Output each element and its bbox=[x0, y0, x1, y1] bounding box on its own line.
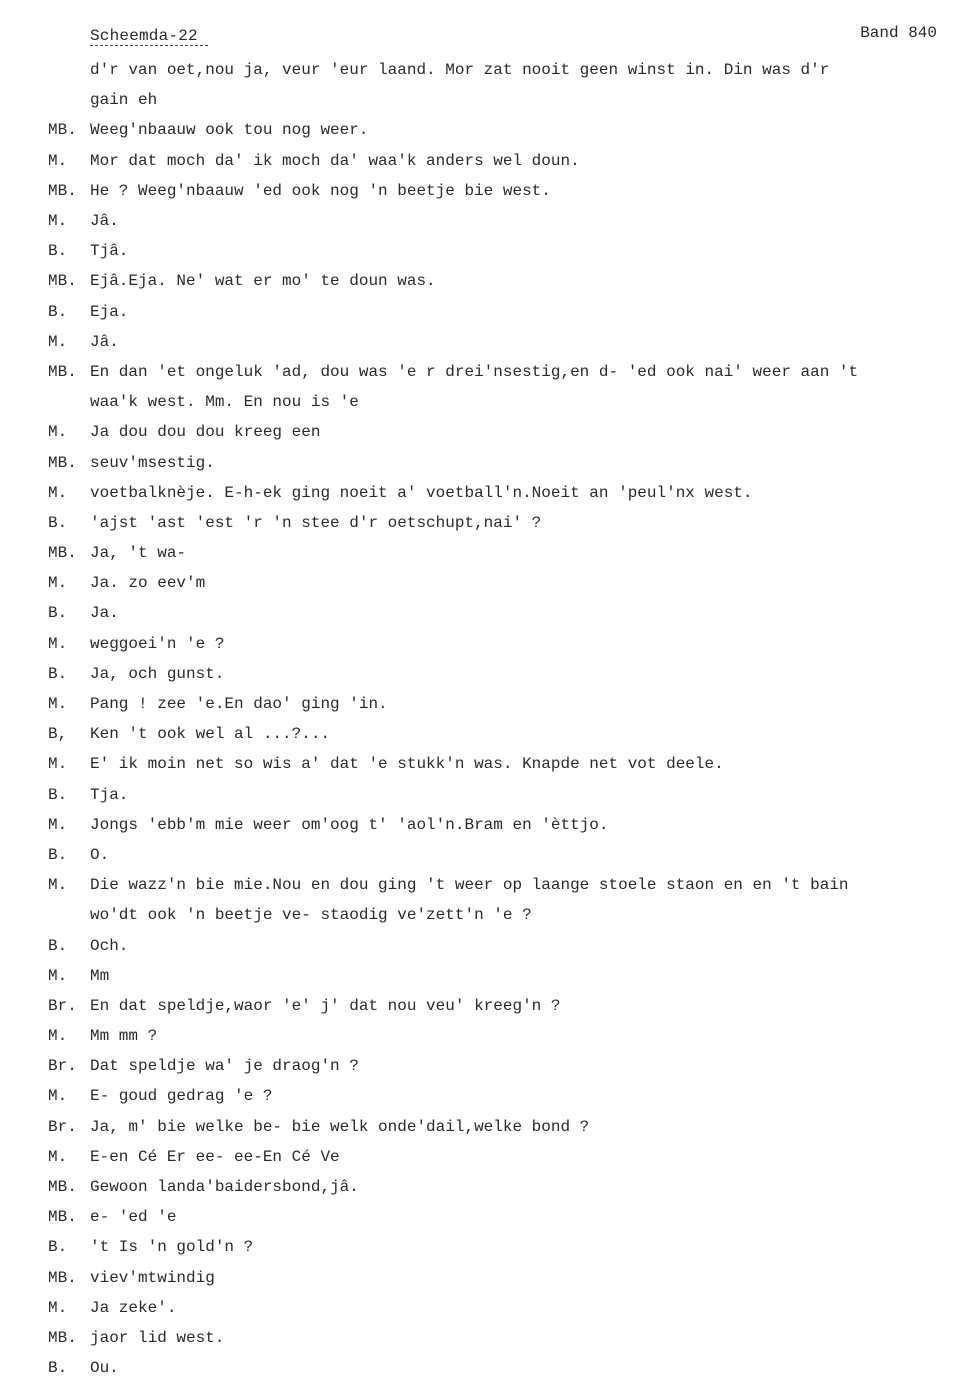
utterance-text: Dat speldje wa' je draog'n ? bbox=[90, 1057, 359, 1076]
speaker-label: M. bbox=[48, 1147, 68, 1166]
utterance-text: viev'mtwindig bbox=[90, 1268, 215, 1287]
speaker-label: MB. bbox=[48, 544, 77, 563]
transcript-line bbox=[48, 176, 948, 206]
utterance-text: Tjâ. bbox=[90, 242, 129, 261]
utterance-text: E-en Cé Er ee- ee-En Cé Ve bbox=[90, 1147, 340, 1166]
utterance-text: Ejâ.Eja. Ne' wat er mo' te doun was. bbox=[90, 272, 436, 291]
utterance-text: jaor lid west. bbox=[90, 1328, 225, 1347]
speaker-label: M. bbox=[48, 966, 68, 985]
transcript-line bbox=[48, 900, 948, 930]
speaker-label: M. bbox=[48, 332, 68, 351]
transcript-line bbox=[48, 327, 948, 357]
utterance-text: E- goud gedrag 'e ? bbox=[90, 1087, 273, 1106]
utterance-text: Ja dou dou dou kreeg een bbox=[90, 423, 321, 442]
transcript-line bbox=[48, 115, 948, 145]
utterance-text: Die wazz'n bie mie.Nou en dou ging 't weer op laange stoele staon en en 't bain bbox=[90, 876, 849, 895]
transcript-line bbox=[48, 719, 948, 749]
transcript-body bbox=[48, 55, 948, 1383]
speaker-label: B. bbox=[48, 1238, 68, 1257]
transcript-line bbox=[48, 930, 948, 960]
speaker-label: MB. bbox=[48, 362, 77, 381]
utterance-text: Weeg'nbaauw ook tou nog weer. bbox=[90, 121, 369, 140]
transcript-line bbox=[48, 1172, 948, 1202]
speaker-label: MB. bbox=[48, 453, 77, 472]
utterance-text: Ja. bbox=[90, 604, 119, 623]
transcript-line bbox=[48, 810, 948, 840]
speaker-label: M. bbox=[48, 876, 68, 895]
speaker-label: B. bbox=[48, 302, 68, 321]
utterance-text: seuv'msestig. bbox=[90, 453, 215, 472]
speaker-label: Br. bbox=[48, 996, 77, 1015]
utterance-text: Ja, m' bie welke be- bie welk onde'dail,welke bond ? bbox=[90, 1117, 590, 1136]
transcript-line bbox=[48, 1081, 948, 1111]
transcript-line bbox=[48, 417, 948, 447]
speaker-label: M. bbox=[48, 634, 68, 653]
speaker-label: MB. bbox=[48, 1328, 77, 1347]
transcript-line bbox=[48, 1232, 948, 1262]
speaker-label: MB. bbox=[48, 1178, 77, 1197]
utterance-text: Mm mm ? bbox=[90, 1027, 158, 1046]
speaker-label: M. bbox=[48, 212, 68, 231]
utterance-text: En dan 'et ongeluk 'ad, dou was 'e r drei'nsestig,en d- 'ed ook nai' weer aan 't bbox=[90, 362, 859, 381]
transcript-line bbox=[48, 749, 948, 779]
speaker-label: B. bbox=[48, 936, 68, 955]
location-label: Scheemda-22 bbox=[90, 27, 208, 46]
transcript-line bbox=[48, 1353, 948, 1383]
header-band: Band 840 bbox=[860, 24, 937, 42]
utterance-text: Mm bbox=[90, 966, 110, 985]
transcript-line bbox=[48, 1142, 948, 1172]
transcript-line bbox=[48, 1051, 948, 1081]
transcript-line bbox=[48, 297, 948, 327]
utterance-text: Eja. bbox=[90, 302, 129, 321]
speaker-label: M. bbox=[48, 1027, 68, 1046]
transcript-line bbox=[48, 55, 948, 85]
speaker-label: B. bbox=[48, 785, 68, 804]
utterance-text: Ja, 't wa- bbox=[90, 544, 187, 563]
speaker-label: Br. bbox=[48, 1057, 77, 1076]
utterance-text: Jongs 'ebb'm mie weer om'oog t' 'aol'n.Bram en 'èttjo. bbox=[90, 815, 609, 834]
utterance-text: Ou. bbox=[90, 1359, 119, 1378]
transcript-line bbox=[48, 1021, 948, 1051]
utterance-text: Jâ. bbox=[90, 212, 119, 231]
speaker-label: MB. bbox=[48, 181, 77, 200]
transcript-line bbox=[48, 266, 948, 296]
utterance-text: E' ik moin net so wis a' dat 'e stukk'n was. Knapde net vot deele. bbox=[90, 755, 724, 774]
utterance-text: Pang ! zee 'e.En dao' ging 'in. bbox=[90, 695, 388, 714]
speaker-label: B. bbox=[48, 1359, 68, 1378]
transcript-line bbox=[48, 478, 948, 508]
transcript-line bbox=[48, 568, 948, 598]
transcript-line bbox=[48, 1293, 948, 1323]
speaker-label: M. bbox=[48, 815, 68, 834]
transcript-line bbox=[48, 538, 948, 568]
utterance-text: Ja, och gunst. bbox=[90, 664, 225, 683]
transcript-line bbox=[48, 598, 948, 628]
utterance-text: weggoei'n 'e ? bbox=[90, 634, 225, 653]
utterance-text: Ja. zo eev'm bbox=[90, 574, 206, 593]
transcript-line bbox=[48, 961, 948, 991]
speaker-label: M. bbox=[48, 1087, 68, 1106]
utterance-text: Mor dat moch da' ik moch da' waa'k anders wel doun. bbox=[90, 151, 580, 170]
utterance-text: 't Is 'n gold'n ? bbox=[90, 1238, 254, 1257]
speaker-label: MB. bbox=[48, 1268, 77, 1287]
utterance-text: Och. bbox=[90, 936, 129, 955]
utterance-text: wo'dt ook 'n beetje ve- staodig ve'zett'n 'e ? bbox=[90, 906, 532, 925]
transcript-line bbox=[48, 447, 948, 477]
transcript-line bbox=[48, 508, 948, 538]
utterance-text: O. bbox=[90, 845, 110, 864]
speaker-label: M. bbox=[48, 483, 68, 502]
utterance-text: 'ajst 'ast 'est 'r 'n stee d'r oetschupt,nai' ? bbox=[90, 513, 542, 532]
transcript-line bbox=[48, 146, 948, 176]
transcript-line bbox=[48, 991, 948, 1021]
transcript-line bbox=[48, 1112, 948, 1142]
speaker-label: M. bbox=[48, 574, 68, 593]
transcript-line bbox=[48, 629, 948, 659]
speaker-label: B. bbox=[48, 242, 68, 261]
speaker-label: M. bbox=[48, 755, 68, 774]
speaker-label: M. bbox=[48, 151, 68, 170]
utterance-text: d'r van oet,nou ja, veur 'eur laand. Mor zat nooit geen winst in. Din was d'r bbox=[90, 61, 830, 80]
speaker-label: Br. bbox=[48, 1117, 77, 1136]
speaker-label: MB. bbox=[48, 121, 77, 140]
transcript-line bbox=[48, 357, 948, 387]
utterance-text: gain eh bbox=[90, 91, 158, 110]
utterance-text: e- 'ed 'e bbox=[90, 1208, 177, 1227]
speaker-label: MB. bbox=[48, 272, 77, 291]
transcript-line bbox=[48, 840, 948, 870]
utterance-text: Ja zeke'. bbox=[90, 1298, 177, 1317]
utterance-text: Ken 't ook wel al ...?... bbox=[90, 725, 331, 744]
transcript-line bbox=[48, 206, 948, 236]
utterance-text: voetbalknèje. E-h-ek ging noeit a' voetball'n.Noeit an 'peul'nx west. bbox=[90, 483, 753, 502]
transcript-line bbox=[48, 1323, 948, 1353]
speaker-label: MB. bbox=[48, 1208, 77, 1227]
utterance-text: Jâ. bbox=[90, 332, 119, 351]
speaker-label: B. bbox=[48, 604, 68, 623]
utterance-text: Gewoon landa'baidersbond,jâ. bbox=[90, 1178, 359, 1197]
transcript-line bbox=[48, 689, 948, 719]
header-location bbox=[90, 26, 208, 46]
utterance-text: En dat speldje,waor 'e' j' dat nou veu' kreeg'n ? bbox=[90, 996, 561, 1015]
transcript-line bbox=[48, 1263, 948, 1293]
speaker-label: B. bbox=[48, 513, 68, 532]
transcript-line bbox=[48, 387, 948, 417]
utterance-text: Tja. bbox=[90, 785, 129, 804]
transcript-line bbox=[48, 870, 948, 900]
transcript-line bbox=[48, 236, 948, 266]
speaker-label: M. bbox=[48, 423, 68, 442]
utterance-text: waa'k west. Mm. En nou is 'e bbox=[90, 393, 359, 412]
transcript-line bbox=[48, 85, 948, 115]
utterance-text: He ? Weeg'nbaauw 'ed ook nog 'n beetje bie west. bbox=[90, 181, 551, 200]
speaker-label: B. bbox=[48, 845, 68, 864]
speaker-label: M. bbox=[48, 1298, 68, 1317]
speaker-label: M. bbox=[48, 695, 68, 714]
transcript-line bbox=[48, 1202, 948, 1232]
transcript-line bbox=[48, 780, 948, 810]
speaker-label: B, bbox=[48, 725, 68, 744]
speaker-label: B. bbox=[48, 664, 68, 683]
transcript-line bbox=[48, 659, 948, 689]
